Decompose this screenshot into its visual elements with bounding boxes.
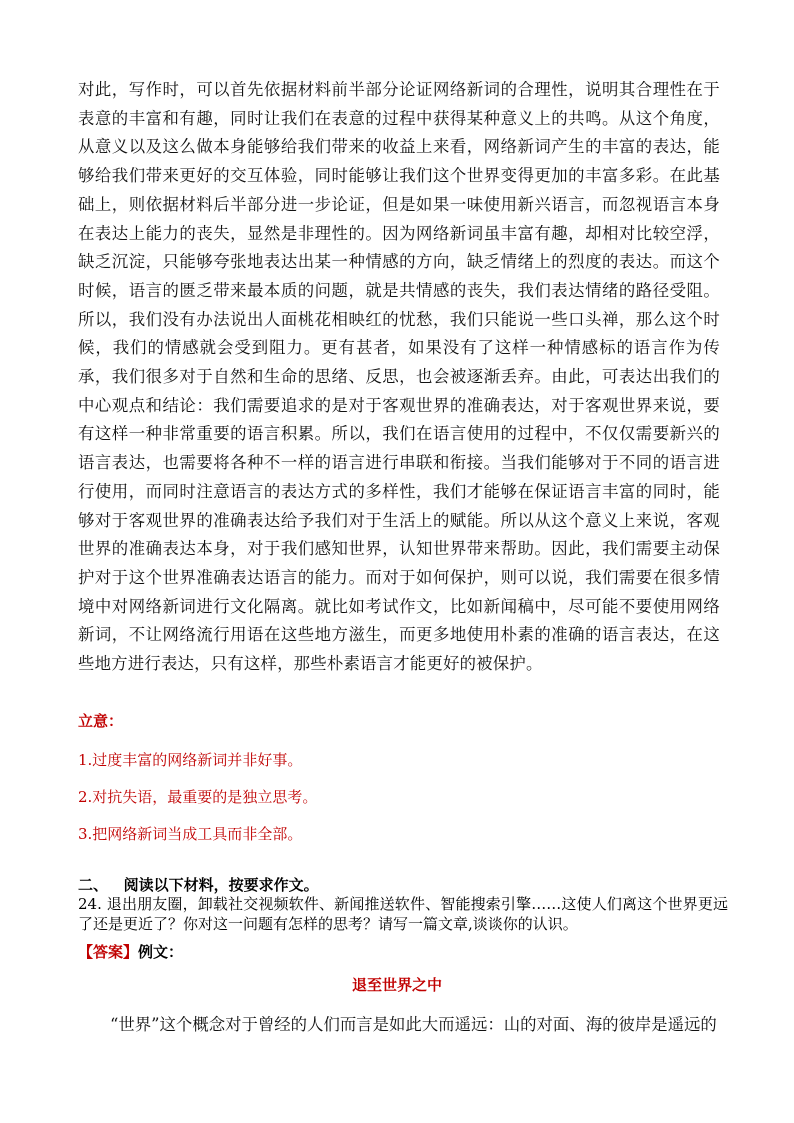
example-label: 例文： [138, 943, 184, 961]
essay-first-line: “世界”这个概念对于曾经的人们而言是如此大而遥远：山的对面、海的彼岸是遥远的 [110, 1015, 717, 1034]
analysis-paragraph: 对此，写作时，可以首先依据材料前半部分论证网络新词的合理性，说明其合理性在于表意的丰富和有趣，同时让我们在表意的过程中获得某种意义上的共鸣。从这个角度，从意义以及这么做本身能够给我们带来的收益上来看，网络新词产生的丰富的表达，能够给我们带来更好的交互体验，同时能够让我们这个世界变得更加的丰富多彩。在此基础上，则依据材料后半部分进一步论证，但是如果一味使用新兴语言，而忽视语言本身在表达上能力的丧失，显然是非理性的。因为网络新词虽丰富有趣，却相对比较空浮，缺乏沉淀，只能够夸张地表达出某一种情感的方向，缺乏情绪上的烈度的表达。而这个时候，语言的匮乏带来最本质的问题，就是共情感的丧失，我们表达情绪的路径受阻。所以，我们没有办法说出人面桃花相映红的忧愁，我们只能说一些口头禅，那么这个时候，我们的情感就会受到阻力。更有甚者，如果没有了这样一种情感标的语言作为传承，我们很多对于自然和生命的思绪、反思，也会被逐渐丢弃。由此，可表达出我们的中心观点和结论：我们需要追求的是对于客观世界的准确表达，对于客观世界来说，要有这样一种非常重要的语言积累。所以，我们在语言使用的过程中，不仅仅需要新兴的语言表达，也需要将各种不一样的语言进行串联和衔接。当我们能够对于不同的语言进行使用，而同时注意语言的表达方式的多样性，我们才能够在保证语言丰富的同时，能够对于客观世界的准确表达给予我们对于生活上的赋能。所以从这个意义上来说，客观世界的准确表达本身，对于我们感知世界，认知世界带来帮助。因此，我们需要主动保护对于这个世界准确表达语言的能力。而对于如何保护，则可以说，我们需要在很多情境中对网络新词进行文化隔离。就比如考试作文，比如新闻稿中，尽可能不要使用网络新词，不让网络流行用语在这些地方滋生，而更多地使用朴素的准确的语言表达，在这些地方进行表达，只有这样，那些朴素语言才能更好的被保护。 [78, 80, 720, 674]
question-text: 24. 退出朋友圈，卸载社交视频软件、新闻推送软件、智能搜索引擎……这使人们离这个世界更远了还是更近了？你对这一问题有怎样的思考？请写一篇文章,谈谈你的认识。 [78, 895, 728, 933]
liyi-point-2: 2.对抗失语，最重要的是独立思考。 [78, 788, 318, 806]
essay-title: 退至世界之中 [351, 976, 442, 994]
section-heading: 二、 阅读以下材料，按要求作文。 [78, 876, 319, 894]
liyi-heading: 立意： [78, 712, 124, 730]
liyi-point-3: 3.把网络新词当成工具而非全部。 [78, 825, 303, 843]
answer-label [78, 942, 183, 962]
answer-bracket: 【答案】 [78, 943, 139, 961]
liyi-point-1: 1.过度丰富的网络新词并非好事。 [78, 751, 303, 769]
